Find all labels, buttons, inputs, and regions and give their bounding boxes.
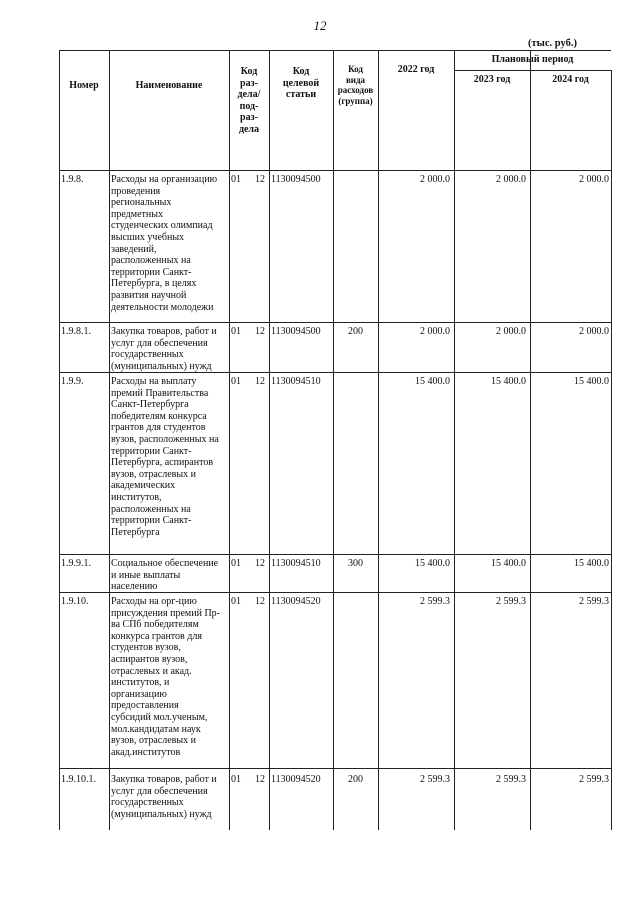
row-section: 01 bbox=[231, 174, 241, 185]
row-section: 01 bbox=[231, 596, 241, 607]
row-number: 1.9.10. bbox=[61, 596, 89, 607]
row-value-2023: 2 599.3 bbox=[496, 774, 526, 785]
row-value-2023: 2 599.3 bbox=[496, 596, 526, 607]
grid-line bbox=[59, 322, 611, 323]
row-value-2024: 2 000.0 bbox=[579, 174, 609, 185]
units-label: (тыс. руб.) bbox=[528, 38, 577, 49]
row-section: 01 bbox=[231, 774, 241, 785]
row-number: 1.9.9. bbox=[61, 376, 84, 387]
grid-line bbox=[59, 554, 611, 555]
row-number: 1.9.9.1. bbox=[61, 558, 91, 569]
header-name: Наименование bbox=[135, 80, 203, 91]
grid-line bbox=[530, 50, 531, 830]
header-2022: 2022 год bbox=[397, 64, 435, 75]
row-subsection: 12 bbox=[255, 558, 265, 569]
row-number: 1.9.10.1. bbox=[61, 774, 96, 785]
row-value-2022: 2 599.3 bbox=[420, 596, 450, 607]
grid-line bbox=[59, 50, 454, 51]
budget-table bbox=[59, 50, 612, 830]
row-name: Расходы на орг-цию присуждения премий Пр- ва СПб победителям конкурса грантов для студентов вузов, аспирантов вузов, отраслевых и акад. институтов, и организацию предоставления субсидий мол.ученым, мол.кандидатам наук вузов, отраслевых и акад.институтов bbox=[111, 596, 220, 758]
row-expense-type: 200 bbox=[348, 774, 363, 785]
row-name: Закупка товаров, работ и услуг для обеспечения государственных (муниципальных) нужд bbox=[111, 774, 217, 820]
grid-line bbox=[109, 50, 110, 830]
row-value-2022: 15 400.0 bbox=[415, 376, 450, 387]
header-target-code: Код целевой статьи bbox=[282, 66, 320, 101]
header-section-code: Код раз- дела/ под- раз- дела bbox=[237, 66, 261, 135]
row-value-2024: 2 000.0 bbox=[579, 326, 609, 337]
row-target: 1130094510 bbox=[271, 376, 321, 387]
row-value-2023: 15 400.0 bbox=[491, 376, 526, 387]
row-section: 01 bbox=[231, 326, 241, 337]
row-target: 1130094520 bbox=[271, 596, 321, 607]
row-subsection: 12 bbox=[255, 376, 265, 387]
grid-line bbox=[229, 50, 230, 830]
grid-line bbox=[59, 50, 60, 830]
grid-line bbox=[333, 50, 334, 830]
row-section: 01 bbox=[231, 376, 241, 387]
row-name: Закупка товаров, работ и услуг для обеспечения государственных (муниципальных) нужд bbox=[111, 326, 217, 372]
row-name: Социальное обеспечение и иные выплаты населению bbox=[111, 558, 219, 593]
row-value-2024: 2 599.3 bbox=[579, 596, 609, 607]
row-value-2022: 15 400.0 bbox=[415, 558, 450, 569]
row-target: 1130094500 bbox=[271, 326, 321, 337]
row-target: 1130094500 bbox=[271, 174, 321, 185]
header-expense-type: Код вида расходов (группа) bbox=[337, 64, 374, 106]
grid-line bbox=[269, 50, 270, 830]
row-value-2022: 2 000.0 bbox=[420, 174, 450, 185]
row-expense-type: 300 bbox=[348, 558, 363, 569]
row-value-2024: 15 400.0 bbox=[574, 376, 609, 387]
row-value-2023: 15 400.0 bbox=[491, 558, 526, 569]
row-name: Расходы на организацию проведения региональных предметных студенческих олимпиад высших учебных заведений, расположенных на территории Санкт- Петербурга, в целях развития научной деятельности молодежи bbox=[111, 174, 218, 313]
page-number: 12 bbox=[313, 18, 327, 33]
row-number: 1.9.8.1. bbox=[61, 326, 91, 337]
row-value-2024: 15 400.0 bbox=[574, 558, 609, 569]
row-subsection: 12 bbox=[255, 774, 265, 785]
header-number: Номер bbox=[69, 80, 99, 91]
row-target: 1130094510 bbox=[271, 558, 321, 569]
row-number: 1.9.8. bbox=[61, 174, 84, 185]
grid-line bbox=[454, 50, 611, 51]
header-2023: 2023 год bbox=[473, 74, 511, 85]
row-section: 01 bbox=[231, 558, 241, 569]
row-name: Расходы на выплату премий Правительства Санкт-Петербурга победителям конкурса грантов для студентов вузов, расположенных на территории Санкт- Петербурга, аспирантов вузов, отраслевых и академических институтов, расположенных на территории Санкт- Петербурга bbox=[111, 376, 219, 538]
row-value-2022: 2 599.3 bbox=[420, 774, 450, 785]
row-value-2022: 2 000.0 bbox=[420, 326, 450, 337]
row-subsection: 12 bbox=[255, 596, 265, 607]
row-target: 1130094520 bbox=[271, 774, 321, 785]
grid-line bbox=[59, 170, 611, 171]
grid-line bbox=[59, 768, 611, 769]
row-subsection: 12 bbox=[255, 326, 265, 337]
grid-line bbox=[454, 70, 611, 71]
row-expense-type: 200 bbox=[348, 326, 363, 337]
grid-line bbox=[454, 50, 455, 830]
row-value-2023: 2 000.0 bbox=[496, 174, 526, 185]
header-2024: 2024 год bbox=[552, 74, 589, 85]
grid-line bbox=[611, 70, 612, 830]
row-subsection: 12 bbox=[255, 174, 265, 185]
row-value-2023: 2 000.0 bbox=[496, 326, 526, 337]
header-planning-period: Плановый период bbox=[491, 54, 574, 65]
row-value-2024: 2 599.3 bbox=[579, 774, 609, 785]
grid-line bbox=[378, 50, 379, 830]
